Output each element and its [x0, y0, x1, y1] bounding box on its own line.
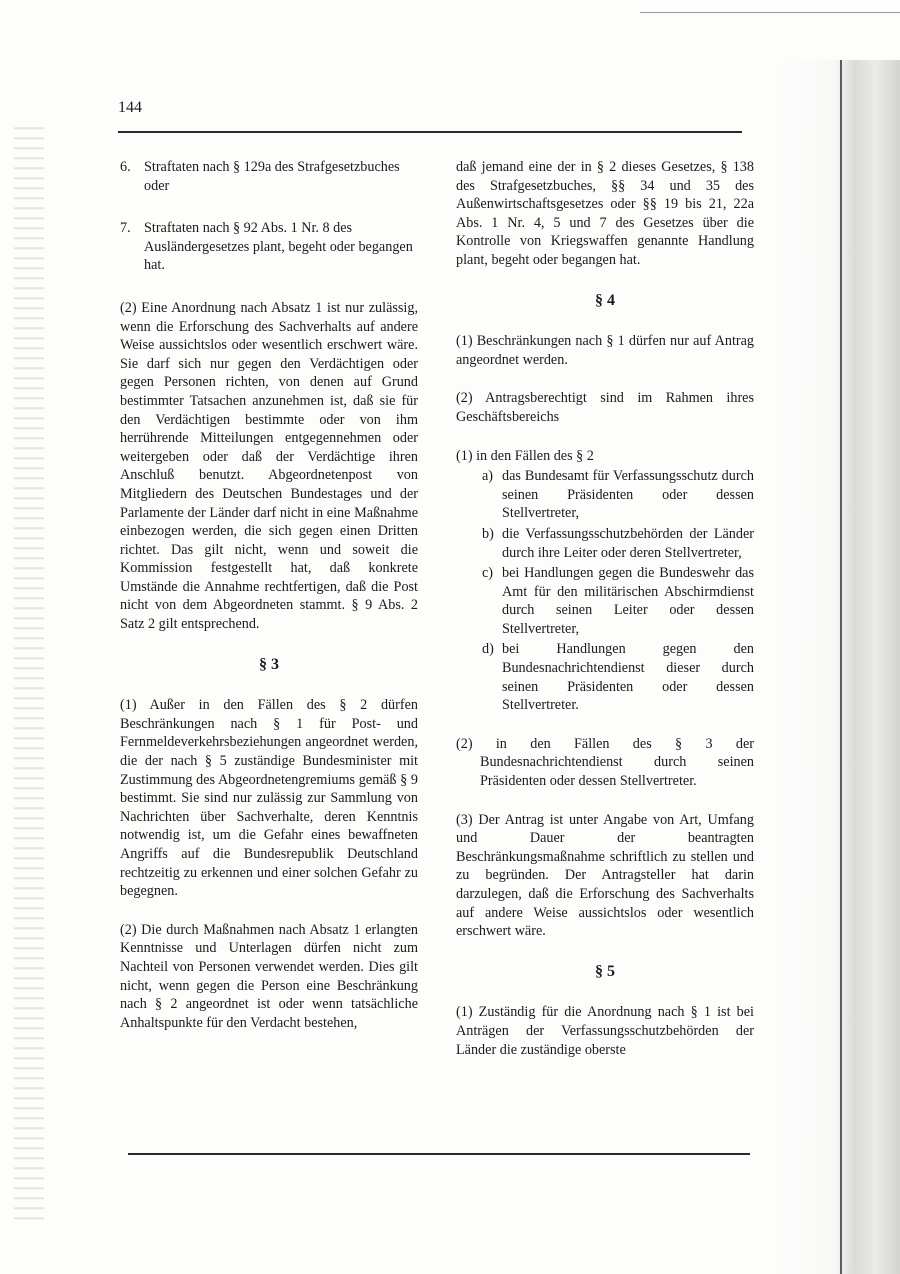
paragraph-2-2: (2) Eine Anordnung nach Absatz 1 ist nur zulässig, wenn die Erforschung des Sachverhalts auf andere Weise aussichtslos oder wesentlich erschwert wäre. Sie darf sich nur gegen den Verdächtigen oder gegen Personen richten, von denen auf Grund bestimmter Tatsachen anzunehmen ist, daß sie für den Verdächtigen bestimmte oder von ihm herrührende Mitteilungen entgegennehmen oder weitergeben oder daß der Verdächtige ihren Anschluß benutzt. Abgeordnetenpost von Mitgliedern des Deutschen Bundestages und der Parlamente der Länder darf nicht in eine Maßnahme einbezogen werden, die sich gegen einen Dritten richtet. Das gilt nicht, wenn und soweit die Kommission festgestellt hat, daß konkrete Umstände die Annahme rechtfertigen, daß die Post nicht von dem Abgeordneten stammt. § 9 Abs. 2 Satz 2 gilt entsprechend. — [120, 299, 418, 633]
scan-edge-right — [780, 60, 900, 1274]
section-5-heading: § 5 — [595, 962, 615, 980]
paragraph-3-2: (2) Die durch Maßnahmen nach Absatz 1 erlangten Kenntnisse und Unterlagen dürfen nicht zum Nachteil von Personen verwendet werden. Dies gilt nicht, wenn gegen die Person eine Beschränkung nach § 2 angeordnet ist oder wenn tatsächliche Anhaltspunkte für den Verdacht bestehen, — [120, 921, 418, 1031]
paragraph-4-2: (2) Antragsberechtigt sind im Rahmen ihres Geschäftsbereichs — [456, 390, 754, 425]
applicant-letter: c) — [482, 565, 494, 582]
applicant-text: die Verfassungsschutzbehörden der Länder durch ihre Leiter oder deren Stellvertreter, — [502, 525, 754, 561]
paragraph-4-1: (1) Beschränkungen nach § 1 dürfen nur auf Antrag angeordnet werden. — [456, 333, 754, 368]
list-item-number: 7. — [120, 220, 131, 237]
applicant-letter: d) — [482, 641, 494, 658]
applicant-item — [456, 640, 754, 714]
right-column — [456, 158, 754, 1079]
page-number: 144 — [118, 99, 142, 116]
list-item-text: Straftaten nach § 129a des Strafgesetzbuches oder — [144, 159, 400, 194]
header-rule — [118, 131, 742, 133]
paragraph-3-1: (1) Außer in den Fällen des § 2 dürfen Beschränkungen nach § 1 für Post- und Fernmeldeverkehrsbeziehungen angeordnet werden, die der nach § 5 zuständige Bundesminister mit Zustimmung des Abgeordnetengremiums gemäß § 9 bestimmt. Sie sind nur zulässig zur Sammlung von Nachrichten über Sachverhalte, deren Kenntnis notwendig ist, um die Gefahr eines bewaffneten Angriffs auf die Bundesrepublik Deutschland rechtzeitig zu erkennen und einer solchen Gefahr zu begegnen. — [120, 697, 418, 900]
list-item — [120, 158, 418, 195]
applicant-text: bei Handlungen gegen den Bundesnachrichtendienst dieser durch seinen Präsidenten oder dessen Stellvertreter. — [502, 641, 754, 714]
list-item-number: 6. — [120, 159, 131, 175]
applicant-letter: a) — [482, 468, 494, 485]
paragraph-5-1: (1) Zuständig für die Anordnung nach § 1 ist bei Anträgen der Verfassungsschutzbehörden der Länder die zuständige oberste — [456, 1004, 754, 1058]
applicant-text: bei Handlungen gegen die Bundeswehr das Amt für den militärischen Abschirmdienst durch seinen Leiter oder dessen Stellvertreter, — [502, 565, 754, 637]
paragraph-continuation: daß jemand eine der in § 2 dieses Gesetzes, § 138 des Strafgesetzbuches, §§ 34 und 35 des Außenwirtschaftsgesetzes oder §§ 19 bis 21, 22a Abs. 1 Nr. 4, 5 und 7 des Gesetzes über die Kontrolle von Kriegswaffen genannte Handlung plant, begeht oder begangen hat. — [456, 159, 754, 268]
list-item-text: Straftaten nach § 92 Abs. 1 Nr. 8 des Ausländergesetzes plant, begeht oder begangen hat. — [144, 220, 413, 274]
footer-rule — [128, 1153, 750, 1155]
applicant-item — [456, 467, 754, 523]
applicants-list — [456, 447, 754, 715]
applicants-list-head: (1) in den Fällen des § 2 — [456, 447, 594, 464]
applicant-item — [456, 525, 754, 562]
section-4-heading: § 4 — [595, 291, 615, 309]
applicant-text: das Bundesamt für Verfassungsschutz durch seinen Präsidenten oder dessen Stellvertreter, — [502, 468, 754, 522]
left-column — [120, 158, 418, 1052]
applicant-letter: b) — [482, 525, 494, 542]
section-3-heading: § 3 — [259, 655, 279, 673]
scan-edge-left — [14, 120, 44, 1220]
scan-top-rule — [640, 12, 900, 13]
list-item — [120, 219, 418, 275]
paragraph-4-3: (3) Der Antrag ist unter Angabe von Art, Umfang und Dauer der beantragten Beschränkungsmaßnahme schriftlich zu stellen und zu begründen. Der Antragsteller hat darin darzulegen, daß die Erforschung des Sachverhalts auf andere Weise aussichtslos oder wesentlich erschwert wäre. — [456, 811, 754, 940]
paragraph-4-2-sub-2: (2) in den Fällen des § 3 der Bundesnachrichtendienst durch seinen Präsidenten oder dessen Stellvertreter. — [456, 735, 754, 790]
applicant-item — [456, 564, 754, 638]
